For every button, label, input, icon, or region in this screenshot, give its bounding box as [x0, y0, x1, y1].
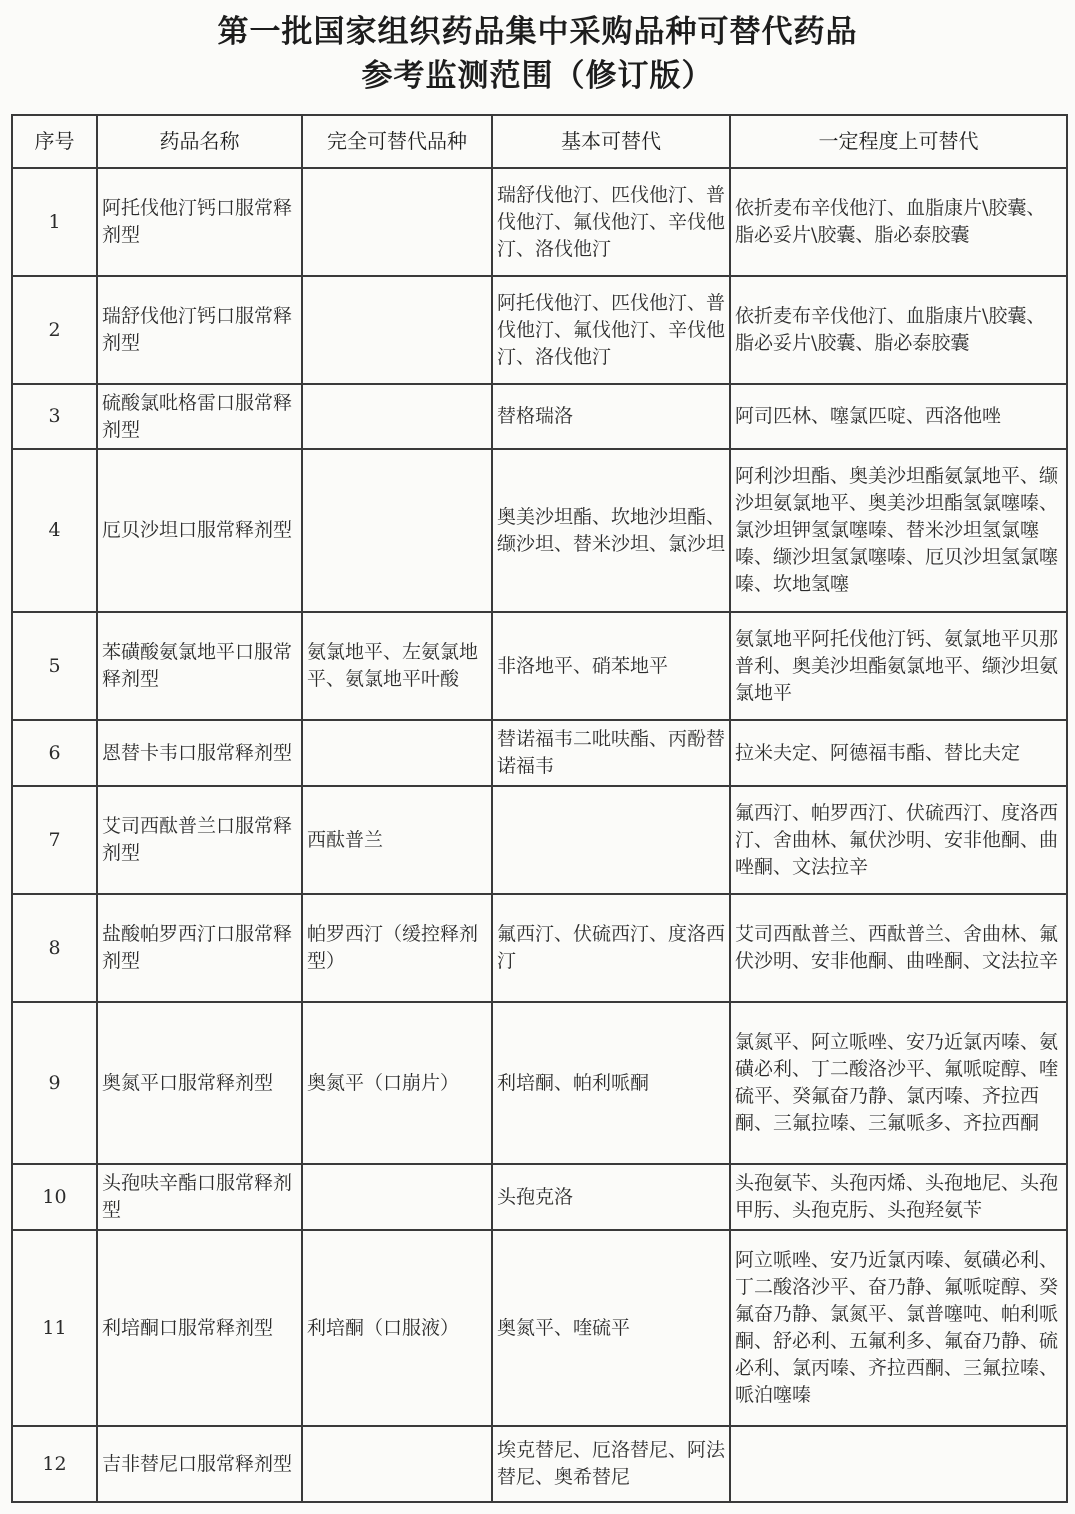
table-row [12, 786, 1067, 894]
cell-drug-name: 艾司西酞普兰口服常释剂型 [97, 786, 302, 894]
table-row [12, 894, 1067, 1002]
cell-partial-substitute [730, 1426, 1067, 1502]
cell-basic-substitute: 替格瑞洛 [492, 384, 730, 449]
cell-partial-substitute: 依折麦布辛伐他汀、血脂康片\胶囊、脂必妥片\胶囊、脂必泰胶囊 [730, 276, 1067, 384]
table-row [12, 1426, 1067, 1502]
cell-no: 4 [12, 449, 97, 612]
cell-no: 10 [12, 1164, 97, 1230]
cell-basic-substitute: 头孢克洛 [492, 1164, 730, 1230]
table-row [12, 1164, 1067, 1230]
cell-basic-substitute: 利培酮、帕利哌酮 [492, 1002, 730, 1164]
cell-full-substitute: 利培酮（口服液） [302, 1230, 492, 1426]
cell-partial-substitute: 依折麦布辛伐他汀、血脂康片\胶囊、脂必妥片\胶囊、脂必泰胶囊 [730, 168, 1067, 276]
cell-no: 5 [12, 612, 97, 720]
cell-basic-substitute: 氟西汀、伏硫西汀、度洛西汀 [492, 894, 730, 1002]
cell-basic-substitute: 埃克替尼、厄洛替尼、阿法替尼、奥希替尼 [492, 1426, 730, 1502]
cell-no: 8 [12, 894, 97, 1002]
cell-no: 7 [12, 786, 97, 894]
cell-drug-name: 头孢呋辛酯口服常释剂型 [97, 1164, 302, 1230]
cell-basic-substitute: 替诺福韦二吡呋酯、丙酚替诺福韦 [492, 720, 730, 786]
header-no: 序号 [12, 115, 97, 168]
cell-full-substitute: 氨氯地平、左氨氯地平、氨氯地平叶酸 [302, 612, 492, 720]
cell-basic-substitute: 奥美沙坦酯、坎地沙坦酯、缬沙坦、替米沙坦、氯沙坦 [492, 449, 730, 612]
cell-basic-substitute: 瑞舒伐他汀、匹伐他汀、普伐他汀、氟伐他汀、辛伐他汀、洛伐他汀 [492, 168, 730, 276]
cell-partial-substitute: 头孢氨苄、头孢丙烯、头孢地尼、头孢甲肟、头孢克肟、头孢羟氨苄 [730, 1164, 1067, 1230]
header-full-substitute: 完全可替代品种 [302, 115, 492, 168]
cell-no: 3 [12, 384, 97, 449]
cell-no: 9 [12, 1002, 97, 1164]
cell-full-substitute: 奥氮平（口崩片） [302, 1002, 492, 1164]
cell-partial-substitute: 氨氯地平阿托伐他汀钙、氨氯地平贝那普利、奥美沙坦酯氨氯地平、缬沙坦氨氯地平 [730, 612, 1067, 720]
table-row [12, 1002, 1067, 1164]
cell-drug-name: 盐酸帕罗西汀口服常释剂型 [97, 894, 302, 1002]
cell-partial-substitute: 艾司西酞普兰、西酞普兰、舍曲林、氟伏沙明、安非他酮、曲唑酮、文法拉辛 [730, 894, 1067, 1002]
cell-partial-substitute: 阿立哌唑、安乃近氯丙嗪、氨磺必利、丁二酸洛沙平、奋乃静、氟哌啶醇、癸氟奋乃静、氯氮平、氯普噻吨、帕利哌酮、舒必利、五氟利多、氟奋乃静、硫必利、氯丙嗪、齐拉西酮、三氟拉嗪、哌泊噻嗪 [730, 1230, 1067, 1426]
header-partial-substitute: 一定程度上可替代 [730, 115, 1067, 168]
cell-partial-substitute: 氟西汀、帕罗西汀、伏硫西汀、度洛西汀、舍曲林、氟伏沙明、安非他酮、曲唑酮、文法拉辛 [730, 786, 1067, 894]
table-row [12, 1230, 1067, 1426]
cell-basic-substitute: 非洛地平、硝苯地平 [492, 612, 730, 720]
cell-partial-substitute: 阿利沙坦酯、奥美沙坦酯氨氯地平、缬沙坦氨氯地平、奥美沙坦酯氢氯噻嗪、氯沙坦钾氢氯噻嗪、替米沙坦氢氯噻嗪、缬沙坦氢氯噻嗪、厄贝沙坦氢氯噻嗪、坎地氢噻 [730, 449, 1067, 612]
cell-drug-name: 利培酮口服常释剂型 [97, 1230, 302, 1426]
cell-full-substitute [302, 1164, 492, 1230]
cell-no: 6 [12, 720, 97, 786]
cell-drug-name: 硫酸氯吡格雷口服常释剂型 [97, 384, 302, 449]
cell-full-substitute [302, 720, 492, 786]
document-title [0, 10, 1075, 98]
table-row [12, 384, 1067, 449]
cell-full-substitute [302, 276, 492, 384]
cell-drug-name: 厄贝沙坦口服常释剂型 [97, 449, 302, 612]
cell-full-substitute [302, 449, 492, 612]
table-row [12, 276, 1067, 384]
cell-full-substitute [302, 1426, 492, 1502]
cell-no: 2 [12, 276, 97, 384]
cell-full-substitute [302, 168, 492, 276]
title-line-2: 参考监测范围（修订版） [361, 58, 714, 94]
title-line-1: 第一批国家组织药品集中采购品种可替代药品 [217, 14, 858, 50]
cell-drug-name: 瑞舒伐他汀钙口服常释剂型 [97, 276, 302, 384]
cell-no: 11 [12, 1230, 97, 1426]
cell-basic-substitute [492, 786, 730, 894]
table-row [12, 612, 1067, 720]
cell-drug-name: 奥氮平口服常释剂型 [97, 1002, 302, 1164]
cell-basic-substitute: 阿托伐他汀、匹伐他汀、普伐他汀、氟伐他汀、辛伐他汀、洛伐他汀 [492, 276, 730, 384]
cell-partial-substitute: 拉米夫定、阿德福韦酯、替比夫定 [730, 720, 1067, 786]
table-row [12, 168, 1067, 276]
cell-no: 1 [12, 168, 97, 276]
cell-full-substitute: 西酞普兰 [302, 786, 492, 894]
table-header-row [12, 115, 1067, 168]
drug-table [11, 114, 1068, 1503]
cell-partial-substitute: 氯氮平、阿立哌唑、安乃近氯丙嗪、氨磺必利、丁二酸洛沙平、氟哌啶醇、喹硫平、癸氟奋乃静、氯丙嗪、齐拉西酮、三氟拉嗪、三氟哌多、齐拉西酮 [730, 1002, 1067, 1164]
cell-drug-name: 阿托伐他汀钙口服常释剂型 [97, 168, 302, 276]
cell-full-substitute: 帕罗西汀（缓控释剂型） [302, 894, 492, 1002]
table-row [12, 720, 1067, 786]
cell-partial-substitute: 阿司匹林、噻氯匹啶、西洛他唑 [730, 384, 1067, 449]
cell-drug-name: 恩替卡韦口服常释剂型 [97, 720, 302, 786]
header-drug-name: 药品名称 [97, 115, 302, 168]
cell-drug-name: 吉非替尼口服常释剂型 [97, 1426, 302, 1502]
cell-basic-substitute: 奥氮平、喹硫平 [492, 1230, 730, 1426]
table-row [12, 449, 1067, 612]
cell-no: 12 [12, 1426, 97, 1502]
header-basic-substitute: 基本可替代 [492, 115, 730, 168]
cell-drug-name: 苯磺酸氨氯地平口服常释剂型 [97, 612, 302, 720]
cell-full-substitute [302, 384, 492, 449]
